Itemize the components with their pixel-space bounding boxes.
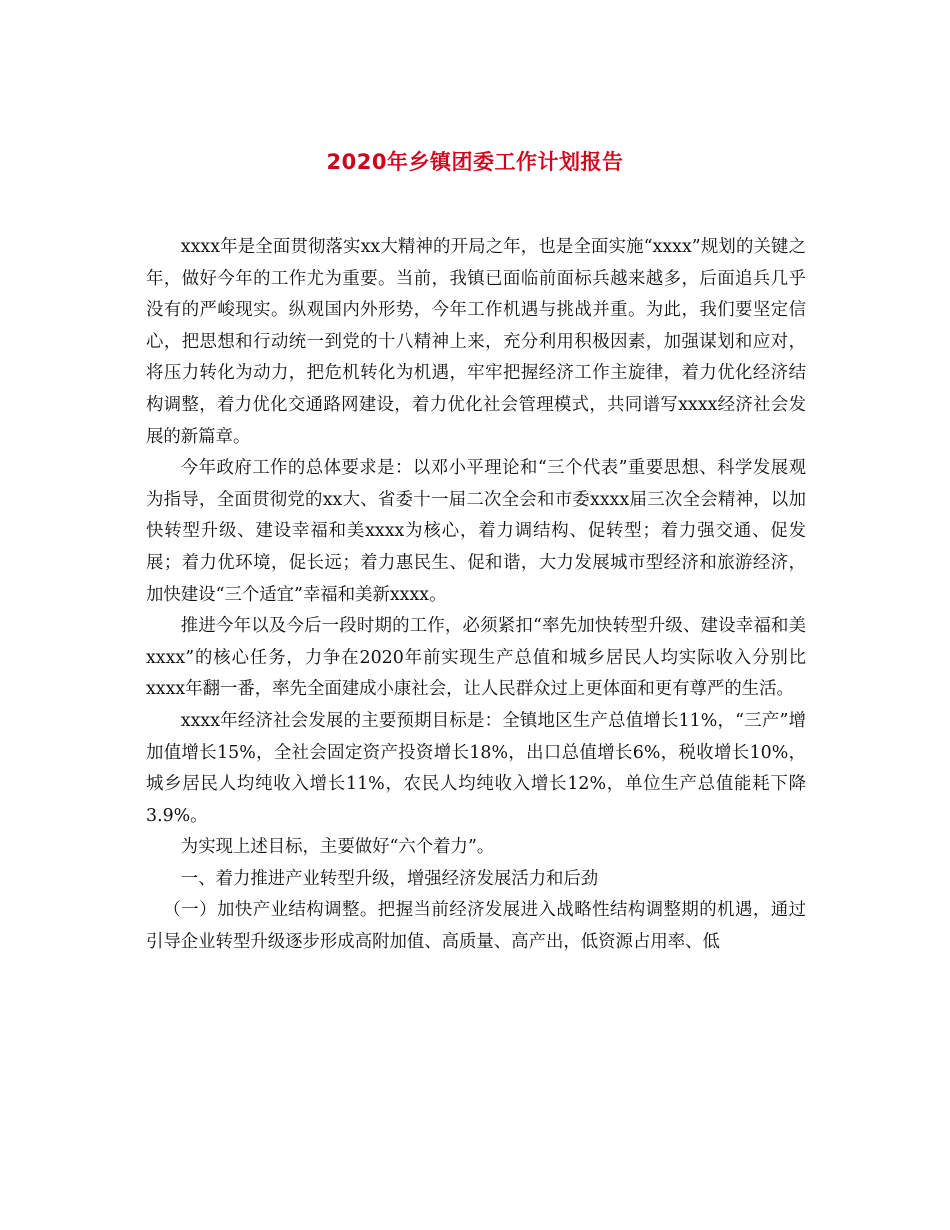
section-heading-1: 一、着力推进产业转型升级，增强经济发展活力和后劲 — [180, 868, 599, 889]
paragraph-targets: xxxx年经济社会发展的主要预期目标是：全镇地区生产总值增长11%，“三产”增加值增长15%，全社会固定资产投资增长18%，出口总值增长6%，税收增长10%，城乡居民人均纯收入增长11%，农民人均纯收入增长12%，单位生产总值能耗下降3.9%。 — [146, 710, 806, 826]
document-body — [146, 232, 806, 959]
paragraph-intro: xxxx年是全面贯彻落实xx大精神的开局之年，也是全面实施“xxxx”规划的关键之年，做好今年的工作尤为重要。当前，我镇已面临前面标兵越来越多，后面追兵几乎没有的严峻现实。纵观国内外形势，今年工作机遇与挑战并重。为此，我们要坚定信心，把思想和行动统一到党的十八精神上来，充分利用积极因素，加强谋划和应对，将压力转化为动力，把危机转化为机遇，牢牢把握经济工作主旋律，着力优化经济结构调整，着力优化交通路网建设，着力优化社会管理模式，共同谱写xxxx经济社会发展的新篇章。 — [146, 237, 806, 447]
paragraph-six-focuses: 为实现上述目标，主要做好“六个着力”。 — [180, 837, 495, 858]
paragraph-core-task: 推进今年以及今后一段时期的工作，必须紧扣“率先加快转型升级、建设幸福和美xxxx”的核心任务，力争在2020年前实现生产总值和城乡居民人均实际收入分别比xxxx年翻一番，率先全面建成小康社会，让人民群众过上更体面和更有尊严的生活。 — [146, 616, 806, 700]
paragraph-item-1: （一）加快产业结构调整。把握当前经济发展进入战略性结构调整期的机遇，通过引导企业转型升级逐步形成高附加值、高质量、高产出，低资源占用率、低 — [146, 900, 806, 953]
document-title: 2020年乡镇团委工作计划报告 — [326, 150, 624, 174]
paragraph-general-requirements: 今年政府工作的总体要求是：以邓小平理论和“三个代表”重要思想、科学发展观为指导，全面贯彻党的xx大、省委十一届二次全会和市委xxxx届三次全会精神，以加快转型升级、建设幸福和美xxxx为核心，着力调结构、促转型；着力强交通、促发展；着力优环境，促长远；着力惠民生、促和谐，大力发展城市型经济和旅游经济，加快建设“三个适宜”幸福和美新xxxx。 — [146, 458, 806, 605]
